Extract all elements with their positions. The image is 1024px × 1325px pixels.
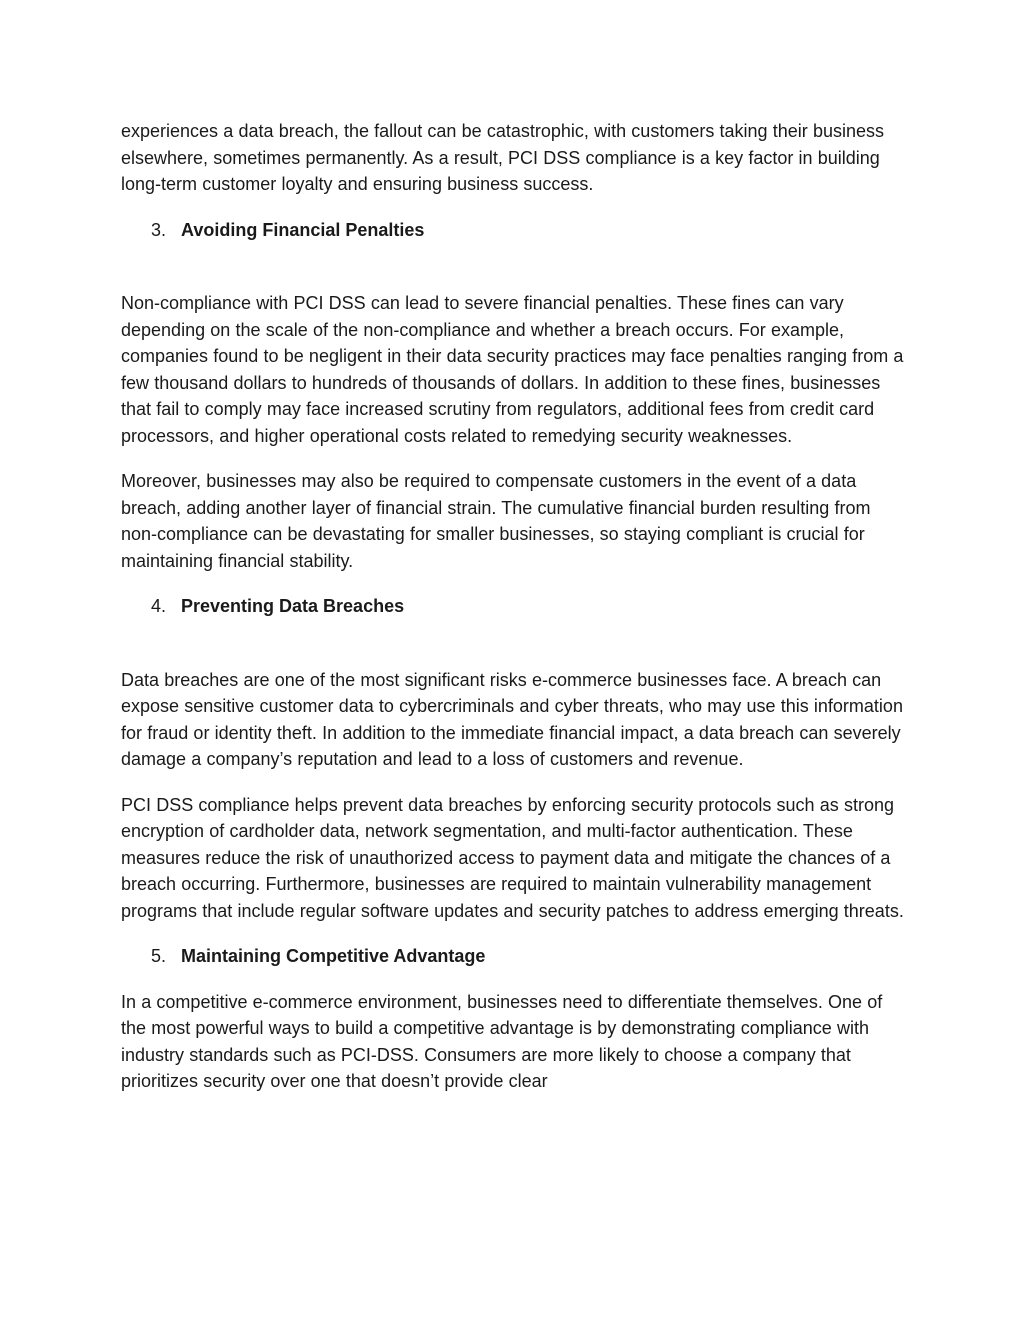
paragraph-customer-loyalty: experiences a data breach, the fallout can be catastrophic, with customers taking their business elsewhere, sometimes permanently. As a result, PCI DSS compliance is a key factor in building long-term customer loyalty and ensuring business success. [121, 121, 885, 194]
paragraph-breach-prevention: PCI DSS compliance helps prevent data breaches by enforcing security protocols such as strong encryption of cardholder data, network segmentation, and multi-factor authentication. These measures reduce the risk of unauthorized access to payment data and mitigate the chances of a breach occurring. Furthermore, businesses are required to maintain vulnerability management programs that include regular software updates and security patches to address emerging threats. [121, 794, 904, 921]
document-page [121, 118, 911, 1095]
paragraph-data-breach-risks: Data breaches are one of the most significant risks e-commerce businesses face. A breach can expose sensitive customer data to cybercriminals and cyber threats, who may use this information for fraud or identity theft. In addition to the immediate financial impact, a data breach can severely damage a company’s reputation and lead to a loss of customers and revenue. [121, 669, 903, 769]
list-number: 5. [151, 946, 167, 966]
list-number: 3. [151, 219, 167, 240]
paragraph-compensation: Moreover, businesses may also be required to compensate customers in the event of a data breach, adding another layer of financial strain. The cumulative financial burden resulting from non-compliance can be devastating for smaller businesses, so staying compliant is crucial for maintaining financial stability. [121, 471, 871, 571]
heading-avoiding-financial-penalties [121, 217, 911, 244]
section-title: Preventing Data Breaches [181, 596, 405, 616]
section-title: Maintaining Competitive Advantage [181, 946, 486, 966]
paragraph-financial-penalties: Non-compliance with PCI DSS can lead to severe financial penalties. These fines can vary depending on the scale of the non-compliance and whether a breach occurs. For example, companies found to be negligent in their data security practices may face penalties ranging from a few thousand dollars to hundreds of thousands of dollars. In addition to these fines, businesses that fail to comply may face increased scrutiny from regulators, additional fees from credit card processors, and higher operational costs related to remedying security weaknesses. [121, 293, 904, 446]
heading-preventing-data-breaches [121, 593, 911, 620]
paragraph-competitive-advantage: In a competitive e-commerce environment, businesses need to differentiate themselves. One of the most powerful ways to build a competitive advantage is by demonstrating compliance with industry standards such as PCI-DSS. Consumers are more likely to choose a company that prioritizes security over one that doesn’t provide clear [121, 991, 883, 1091]
heading-maintaining-competitive-advantage [121, 943, 911, 970]
section-title: Avoiding Financial Penalties [181, 219, 425, 240]
list-number: 4. [151, 596, 167, 616]
